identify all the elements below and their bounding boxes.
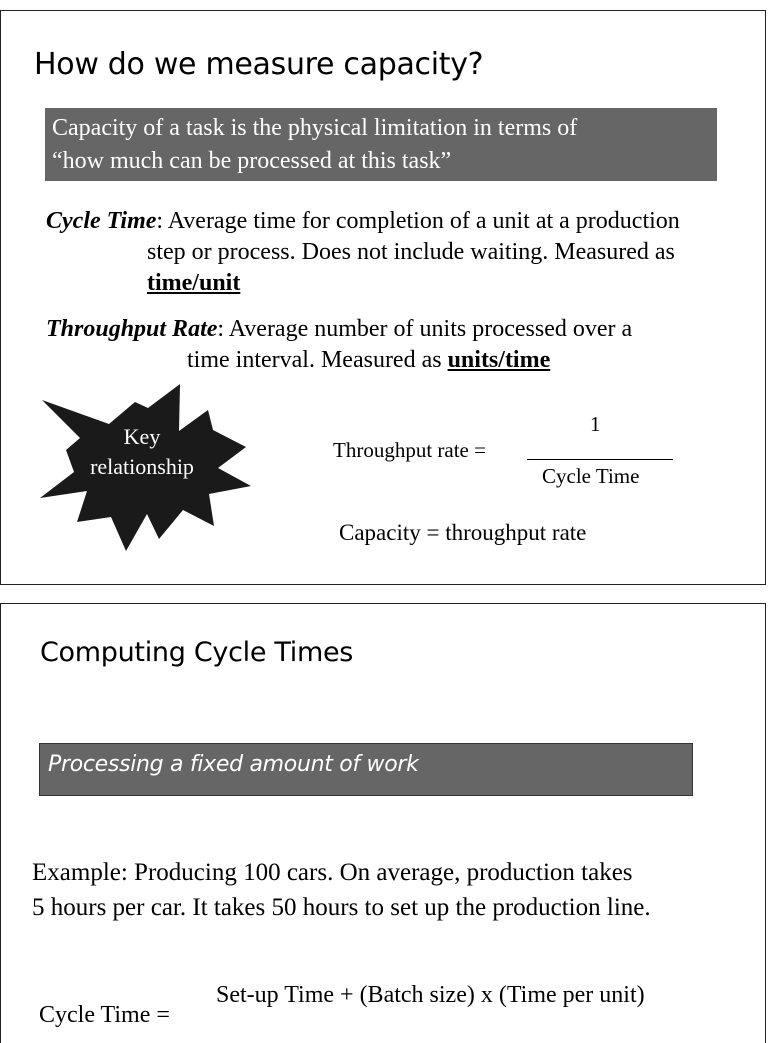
cycle-time-definition-line-2: step or process. Does not include waiting. Measured as	[147, 239, 675, 265]
processing-fixed-work-box: Processing a fixed amount of work	[39, 743, 693, 796]
cycle-time-formula-label: Cycle Time =	[39, 1002, 170, 1028]
cycle-time-unit: time/unit	[147, 270, 241, 296]
fraction-bar	[527, 459, 673, 460]
key-relationship-label: Key relationship	[90, 424, 194, 479]
cycle-time-definition-text: : Average time for completion of a unit at a production	[156, 208, 680, 234]
cycle-time-formula-numerator: Set-up Time + (Batch size) x (Time per unit)	[216, 982, 645, 1008]
slide-capacity	[0, 10, 766, 585]
definition-line-2: “how much can be processed at this task”	[52, 148, 452, 174]
throughput-formula-label: Throughput rate =	[333, 438, 486, 462]
definition-line-1: Capacity of a task is the physical limitation in terms of	[52, 115, 578, 141]
throughput-rate-term: Throughput Rate	[46, 316, 218, 342]
slide-title: How do we measure capacity?	[34, 47, 484, 82]
example-line-2: 5 hours per car. It takes 50 hours to set up the production line.	[32, 894, 651, 921]
slide-title: Computing Cycle Times	[40, 637, 354, 668]
throughput-rate-definition-line-2: time interval. Measured as units/time	[187, 347, 551, 373]
throughput-rate-unit: units/time	[447, 347, 551, 373]
throughput-rate-definition-text: : Average number of units processed over a	[217, 316, 633, 342]
example-line-1: Example: Producing 100 cars. On average, production takes	[32, 859, 633, 886]
throughput-rate-definition-line-1	[46, 316, 632, 343]
throughput-formula-numerator: 1	[590, 412, 601, 436]
capacity-equation: Capacity = throughput rate	[339, 520, 587, 545]
cycle-time-term: Cycle Time	[46, 208, 157, 234]
cycle-time-definition-line-1	[46, 208, 680, 235]
capacity-definition-box	[45, 108, 717, 181]
throughput-formula-denominator: Cycle Time	[542, 464, 640, 488]
slide-computing-cycle-times	[0, 603, 766, 1043]
